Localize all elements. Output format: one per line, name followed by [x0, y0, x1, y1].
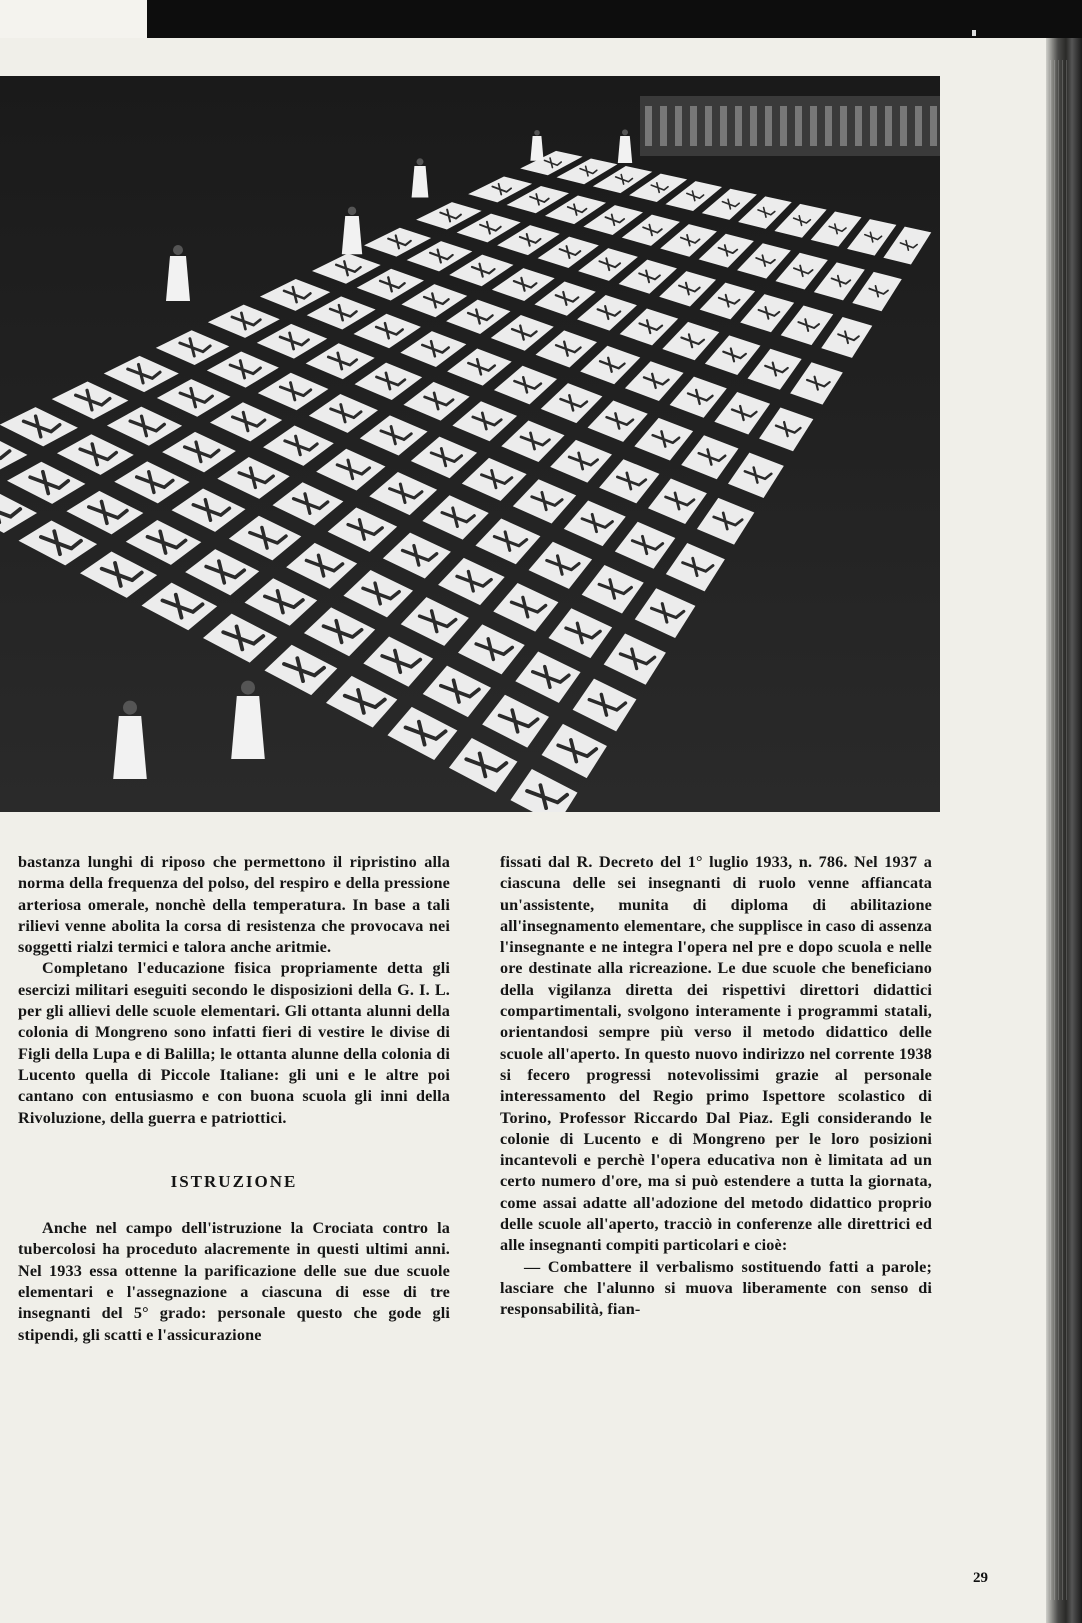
standing-person — [166, 256, 190, 301]
person-head — [348, 207, 357, 216]
baluster — [870, 106, 877, 146]
right-paragraph-1: fissati dal R. Decreto del 1° luglio 1933, n. 786. Nel 1937 a ciascuna delle sei insegnanti di ruolo venne affiancata un'assistente, munita di diploma di abilitazione all'insegnamento elementare, che supplisce in caso di assenza l'insegnante e ne integra l'opera nel pre e dopo scuola e nelle ore destinate alla ricreazione. Le due scuole che beneficiano della vigilanza diretta dei rispettivi direttori didattici compartimentali, svolgono interamente i programmi statali, orientandosi sempre più verso il metodo didattico delle scuole all'aperto. In questo nuovo indirizzo nel corrente 1938 si fecero progressi notevolissimi grazie al personale interessamento del Regio primo Ispettore scolastico di Torino, Professor Riccardo Dal Piaz. Egli considerando le colonie di Lucento e di Mongreno per le loro posizioni incantevoli e perchè l'opera educativa non è limitata ad un certo numero d'ore, ma si può estendere a tutta la giornata, come assai adatte all'adozione del metodo didattico proprio delle scuole all'aperto, tracciò in conferenze alle direttrici ed alle insegnanti compiti particolari e cioè: — [500, 853, 932, 1255]
person-head — [622, 129, 628, 135]
standing-person — [530, 136, 543, 161]
baluster — [690, 106, 697, 146]
baluster — [885, 106, 892, 146]
page-stack-lines — [1050, 60, 1070, 1600]
baluster — [825, 106, 832, 146]
scan-speck — [972, 30, 976, 36]
right-paragraph-2: — Combattere il verbalismo sostituendo fatti a parole; lasciare che l'alunno si muova liberamente con senso di responsabilità, fian- — [500, 1257, 932, 1319]
baluster — [765, 106, 772, 146]
scan-margin — [0, 0, 147, 38]
baluster — [810, 106, 817, 146]
standing-person — [113, 716, 147, 779]
baluster — [645, 106, 652, 146]
baluster — [720, 106, 727, 146]
baluster — [780, 106, 787, 146]
person-head — [417, 158, 424, 165]
photo-children-sunbathing — [0, 76, 940, 812]
standing-person — [231, 696, 265, 759]
baluster — [930, 106, 937, 146]
balustrade — [640, 96, 940, 156]
left-paragraph-1: bastanza lunghi di riposo che permettono il ripristino alla norma della frequenza del polso, del respiro e della pressione arteriosa omerale, nonchè della temperatura. In base a tali rilievi venne abolita la corsa di resistenza che provocava nei soggetti rialzi termici e talora anche aritmie. — [18, 853, 450, 957]
person-head — [241, 681, 255, 695]
baluster — [675, 106, 682, 146]
baluster — [840, 106, 847, 146]
baluster — [750, 106, 757, 146]
person-head — [534, 130, 540, 136]
baluster — [705, 106, 712, 146]
left-paragraph-3: Anche nel campo dell'istruzione la Crociata contro la tubercolosi ha proceduto alacremente in questi ultimi anni. Nel 1933 essa ottenne la parificazione delle sue due scuole elementari e l'assegnazione a ciascuna di esse di tre insegnanti del 5° grado: personale questo che gode gli stipendi, gli scatti e l'assicurazione — [18, 1219, 450, 1344]
page-number: 29 — [973, 1570, 988, 1586]
standing-person — [618, 136, 632, 163]
section-heading-istruzione: ISTRUZIONE — [170, 1171, 298, 1191]
baluster — [915, 106, 922, 146]
standing-person — [412, 166, 429, 198]
photo-illustration — [0, 76, 940, 812]
person-head — [173, 245, 183, 255]
standing-person — [342, 216, 362, 254]
text-columns — [18, 852, 968, 1612]
baluster — [900, 106, 907, 146]
right-column — [500, 852, 932, 1321]
baluster — [855, 106, 862, 146]
baluster — [795, 106, 802, 146]
baluster — [660, 106, 667, 146]
left-paragraph-2: Completano l'educazione fisica propriamente detta gli esercizi militari eseguiti secondo le disposizioni della G. I. L. per gli allievi delle scuole elementari. Gli ottanta alunni della colonia di Mongreno sono infatti fieri di vestire le divise di Figli della Lupa e di Balilla; le ottanta alunne della colonia di Lucento quella di Piccole Italiane: gli uni e le altre poi cantano con entusiasmo e con buona scuola gli inni della Rivoluzione, della guerra e patriottici. — [18, 959, 450, 1127]
baluster — [735, 106, 742, 146]
left-column — [18, 852, 450, 1346]
person-head — [123, 701, 137, 715]
